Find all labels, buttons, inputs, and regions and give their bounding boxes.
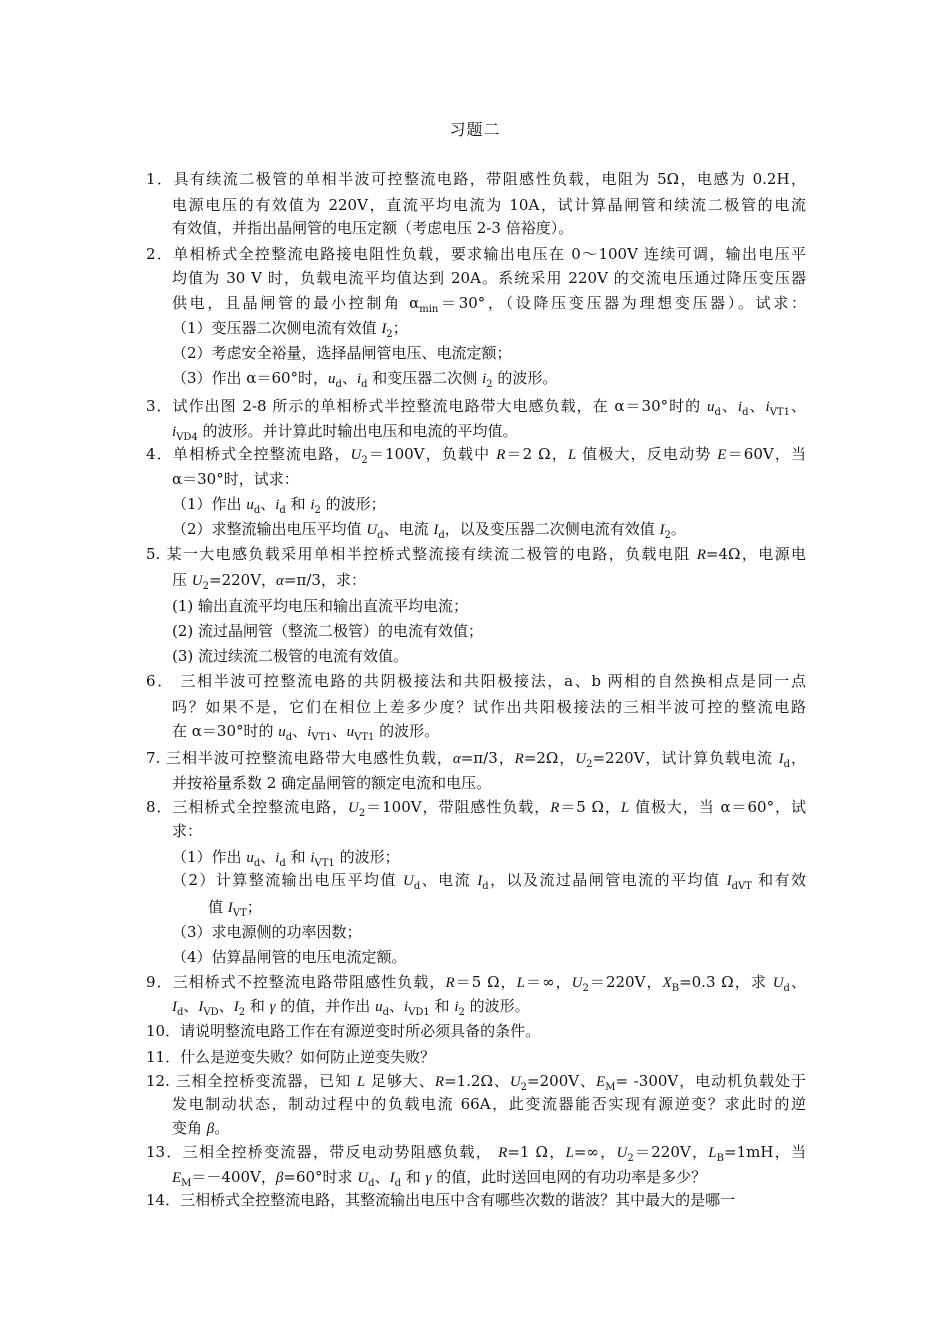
text-line: 2．单相桥式全控整流电路接电阻性负载，要求输出电压在 0～100V 连续可调，输出电压平 [146,245,806,263]
text-line: 并按裕量系数 2 确定晶闸管的额定电流和电压。 [172,774,492,792]
text-line: 5. 某一大电感负载采用单相半控桥式整流接有续流二极管的电路，负载电阻 R=4Ω，电源电 [146,545,806,563]
text-line: $i_{VD4}$ 的波形。并计算此时输出电压和电流的平均值。 [172,422,518,443]
text-line: 7. 三相半波可控整流电路带大电感性负载，α=π/3，R=2Ω，$U_2=220V$，试计算负载电流 $I_d$， [146,749,806,770]
text-line: 在 α＝30°时的 $u_d$、$i_{VT1}$、$u_{VT1}$ 的波形。 [172,722,440,743]
text-line: （3）作出 α＝60°时，$u_d$、$i_d$ 和变压器二次侧 $i_2$ 的波形。 [172,369,558,390]
text-line: (1) 输出直流平均电压和输出直流平均电流； [172,597,469,615]
text-line: 电源电压的有效值为 220V，直流平均电流为 10A，试计算晶闸管和续流二极管的电流 [172,196,806,214]
text-line: (3) 流过续流二极管的电流有效值。 [172,647,409,665]
page-title: 习题二 [449,120,501,139]
text-line: $I_d$、$I_{VD}$、$I_2$ 和 γ 的值，并作出 $u_d$、$i_{VD1}$ 和 $i_2$ 的波形。 [172,997,530,1018]
text-line: 14．三相桥式全控整流电路，其整流输出电压中含有哪些次数的谐波？其中最大的是哪一 [146,1191,736,1209]
text-line: （1）变压器二次侧电流有效值 $I_2$； [172,319,408,340]
text-line: 供电，且晶闸管的最小控制角 $\alpha_{min}=30^\circ$，（设降压变压器为理想变压器）。试求： [172,294,806,315]
text-line: 11．什么是逆变失败？如何防止逆变失败？ [146,1048,436,1066]
text-line: 吗？如果不是，它们在相位上差多少度？试作出共阳极接法的三相半波可控的整流电路 [172,698,806,716]
text-line: （2）计算整流输出电压平均值 $U_d$、电流 $I_d$，以及流过晶闸管电流的平均值 $I_{dVT}$ 和有效 [172,871,806,892]
text-line: 压 $U_2=220V$，α=π/3，求： [172,571,366,592]
text-line: （2）求整流输出电压平均值 $U_d$、电流 $I_d$，以及变压器二次侧电流有效值 $I_2$。 [172,520,686,541]
text-line: (2) 流过晶闸管（整流二极管）的电流有效值； [172,622,484,640]
text-line: （4）估算晶闸管的电压电流定额。 [172,948,407,966]
text-line: 求： [172,822,203,840]
text-line: 4．单相桥式全控整流电路，$U_2=100V$，负载中 R＝2 Ω，L 值极大，反电动势 E＝60V，当 [146,445,806,466]
text-line: α＝30°时，试求： [172,470,299,488]
text-line: 3．试作出图 2-8 所示的单相桥式半控整流电路带大电感负载，在 α＝30°时的 $u_d$、$i_d$、$i_{VT1}$、 [146,397,806,418]
text-line: 8．三相桥式全控整流电路，$U_2=100V$，带阻感性负载，R＝5 Ω，L 值极大，当 α＝60°，试 [146,798,807,819]
text-line: 13．三相全控桥变流器，带反电动势阻感负载， R=1 Ω，L=∞，$U_2=220V$，$L_B=1mH$，当 [146,1143,806,1164]
text-line: 9．三相桥式不控整流电路带阻感性负载，R＝5 Ω，L＝∞，$U_2=220V$，$X_B=0.3$ Ω，求 $U_d$、 [146,973,807,994]
text-line: （1）作出 $u_d$、$i_d$ 和 $i_{VT1}$ 的波形； [172,848,400,869]
text-line: 发电制动状态，制动过程中的负载电流 66A，此变流器能否实现有源逆变？求此时的逆 [172,1095,806,1113]
text-line: $E_M=-400V$，β=60°时求 $U_d$、$I_d$ 和 γ 的值，此时送回电网的有功功率是多少？ [172,1168,707,1189]
text-line: （2）考虑安全裕量，选择晶闸管电压、电流定额； [172,344,512,362]
text-line: （3）求电源侧的功率因数； [172,923,362,941]
text-line: 6． 三相半波可控整流电路的共阴极接法和共阳极接法，a、b 两相的自然换相点是同一点 [146,672,806,690]
text-line: 12. 三相全控桥变流器，已知 L 足够大、R=1.2Ω、$U_2=200V$、$E_M= -300V$，电动机负载处于 [146,1072,806,1093]
text-line: 值 $I_{VT}$； [208,898,262,919]
text-line: 10．请说明整流电路工作在有源逆变时所必须具备的条件。 [146,1022,541,1040]
text-line: 有效值，并指出晶闸管的电压定额（考虑电压 2-3 倍裕度）。 [172,219,574,237]
text-line: （1）作出 $u_d$、$i_d$ 和 $i_2$ 的波形； [172,495,386,516]
text-line: 1．具有续流二极管的单相半波可控整流电路，带阻感性负载，电阻为 5Ω，电感为 0.2H， [146,170,806,188]
text-line: 均值为 30 V 时，负载电流平均值达到 20A。系统采用 220V 的交流电压通过降压变压器 [172,269,806,287]
text-line: 变角 β。 [172,1119,230,1137]
